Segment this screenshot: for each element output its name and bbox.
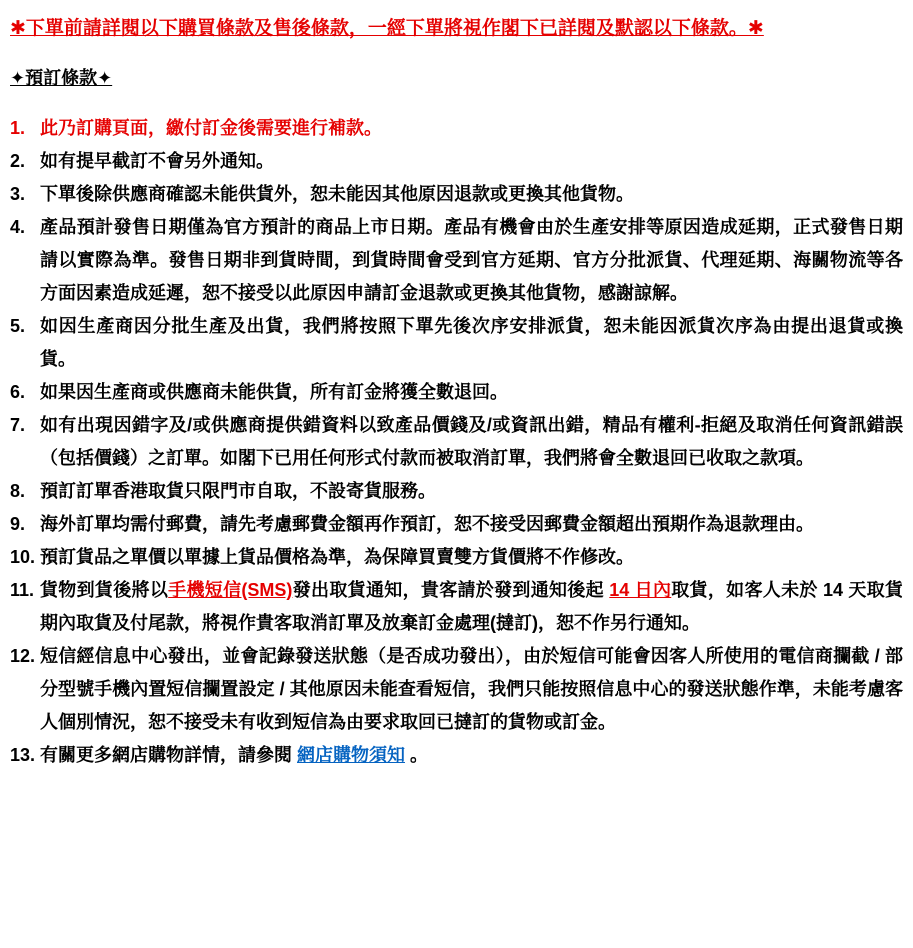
item-text [40, 415, 903, 468]
text-segment: 發出取貨通知，貴客請於發到通知後起 [292, 580, 610, 600]
list-item [10, 145, 903, 178]
section-title: ✦預訂條款✦ [10, 68, 113, 88]
list-item [10, 739, 903, 772]
list-item [10, 310, 903, 376]
item-number: 13. [10, 745, 36, 765]
list-item [10, 211, 903, 310]
shop-guide-link[interactable]: 網店購物須知 [297, 745, 405, 765]
terms-list [10, 112, 903, 772]
item-text [40, 184, 634, 204]
item-number: 5. [10, 316, 26, 336]
list-item [10, 376, 903, 409]
item-text [40, 745, 428, 765]
text-segment: 短信經信息中心發出，並會記錄發送狀態（是否成功發出），由於短信可能會因客人所使用的電信商攔截 / 部分型號手機內置短信攔置設定 / 其他原因未能查看短信，我們只能按照信息中心的發送狀態作準，未能考慮客人個別情況，恕不接受未有收到短信為由要求取回已撻訂的貨物或訂金。 [40, 646, 903, 732]
item-number: 1. [10, 118, 26, 138]
highlighted-text: 14 日內 [609, 580, 672, 600]
item-text [40, 118, 382, 138]
list-item [10, 475, 903, 508]
item-number: 3. [10, 184, 26, 204]
text-segment: 如有提早截訂不會另外通知。 [40, 151, 274, 171]
item-number: 4. [10, 217, 26, 237]
item-text [40, 547, 634, 567]
item-number: 8. [10, 481, 26, 501]
item-number: 2. [10, 151, 26, 171]
item-text [40, 151, 274, 171]
item-number: 7. [10, 415, 26, 435]
text-segment: 。 [405, 745, 429, 765]
list-item [10, 178, 903, 211]
item-number: 9. [10, 514, 26, 534]
text-segment: 海外訂單均需付郵費，請先考慮郵費金額再作預訂，恕不接受因郵費金額超出預期作為退款理由。 [40, 514, 814, 534]
text-segment: 產品預計發售日期僅為官方預計的商品上市日期。產品有機會由於生產安排等原因造成延期，正式發售日期請以實際為準。發售日期非到貨時間，到貨時間會受到官方延期、官方分批派貨、代理延期、海關物流等各方面因素造成延遲，恕不接受以此原因申請訂金退款或更換其他貨物，感謝諒解。 [40, 217, 903, 303]
item-text [40, 646, 903, 732]
list-item [10, 574, 903, 640]
highlighted-text: 手機短信(SMS) [168, 580, 293, 600]
list-item [10, 541, 903, 574]
item-number: 12. [10, 646, 36, 666]
item-text [40, 382, 508, 402]
list-item [10, 409, 903, 475]
list-item [10, 508, 903, 541]
text-segment: 預訂訂單香港取貨只限門市自取，不設寄貨服務。 [40, 481, 436, 501]
text-segment: 此乃訂購頁面，繳付訂金後需要進行補款。 [40, 118, 382, 138]
item-text [40, 580, 903, 633]
list-item [10, 640, 903, 739]
item-number: 11. [10, 580, 35, 600]
item-number: 6. [10, 382, 26, 402]
text-segment: 預訂貨品之單價以單據上貨品價格為準，為保障買賣雙方貨價將不作修改。 [40, 547, 634, 567]
text-segment: 取貨，如客人未於 14 天取貨期內取貨及付尾款，將視作貴客取消訂單及放棄訂金處理(撻訂)，恕不作另行通知。 [40, 580, 903, 633]
item-text [40, 217, 903, 303]
text-segment: 如因生產商因分批生產及出貨，我們將按照下單先後次序安排派貨，恕未能因派貨次序為由提出退貨或換貨。 [40, 316, 903, 369]
text-segment: 貨物到貨後將以 [40, 580, 169, 600]
item-number: 10. [10, 547, 36, 567]
list-item [10, 112, 903, 145]
text-segment: 如有出現因錯字及/或供應商提供錯資料以致產品價錢及/或資訊出錯，精品有權利-拒絕及取消任何資訊錯誤（包括價錢）之訂單。如閣下已用任何形式付款而被取消訂單，我們將會全數退回已收取之款項。 [40, 415, 903, 468]
item-text [40, 316, 903, 369]
text-segment: 有關更多網店購物詳情，請參閱 [40, 745, 297, 765]
item-text [40, 481, 436, 501]
text-segment: 如果因生產商或供應商未能供貨，所有訂金將獲全數退回。 [40, 382, 508, 402]
text-segment: 下單後除供應商確認未能供貨外，恕未能因其他原因退款或更換其他貨物。 [40, 184, 634, 204]
notice-header: ✱下單前請詳閱以下購買條款及售後條款，一經下單將視作閣下已詳閱及默認以下條款。✱ [10, 18, 764, 39]
item-text [40, 514, 814, 534]
